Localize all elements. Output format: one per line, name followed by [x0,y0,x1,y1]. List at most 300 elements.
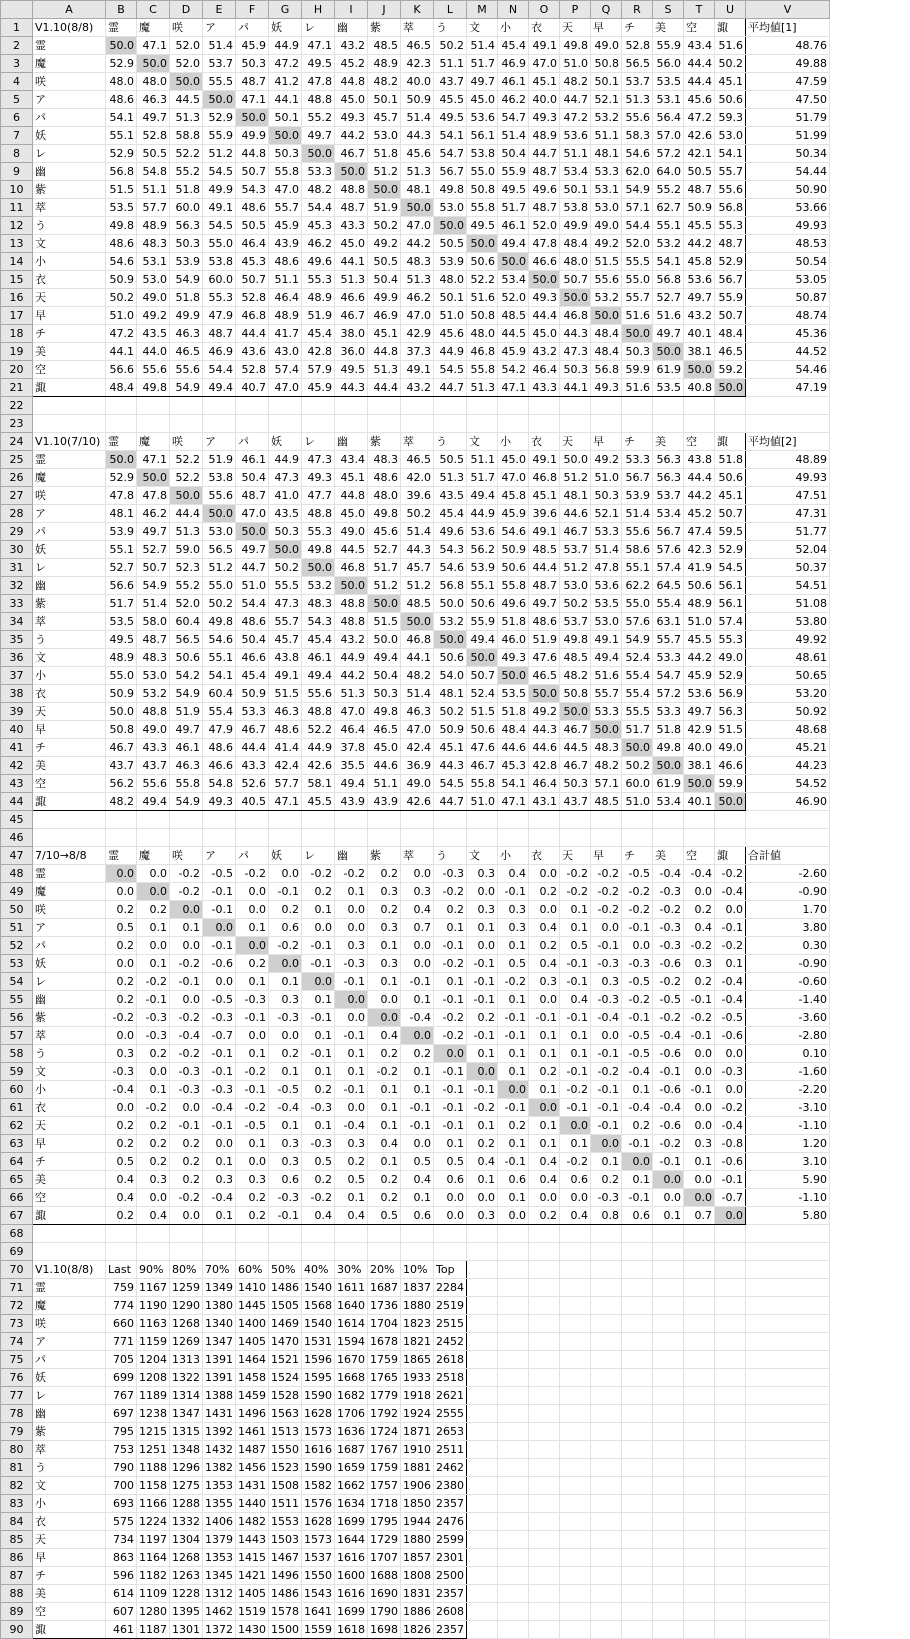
value-cell[interactable]: 63.1 [653,613,684,631]
value-cell[interactable]: 0.0 [434,1189,467,1207]
value-cell[interactable]: 46.5 [170,343,203,361]
value-cell[interactable]: 0.0 [529,1099,560,1117]
value-cell[interactable]: 49.3 [302,469,335,487]
summary-value[interactable]: 53.05 [746,271,830,289]
empty-cell[interactable] [498,1297,529,1315]
value-cell[interactable]: 44.1 [335,253,368,271]
value-cell[interactable]: 52.2 [170,469,203,487]
pct-value-cell[interactable]: 1531 [302,1333,335,1351]
value-cell[interactable]: 55.1 [653,217,684,235]
value-cell[interactable]: 50.6 [467,721,498,739]
empty-cell[interactable] [467,1585,498,1603]
char-row-label[interactable]: 諏 [33,1621,106,1639]
value-cell[interactable]: 59.9 [622,361,653,379]
empty-cell[interactable] [653,1333,684,1351]
value-cell[interactable]: 0.6 [622,1207,653,1225]
value-cell[interactable]: 0.0 [137,1063,170,1081]
value-cell[interactable]: 49.1 [591,631,622,649]
value-cell[interactable]: 48.5 [368,37,401,55]
empty-cell[interactable] [236,829,269,847]
value-cell[interactable]: 53.8 [560,199,591,217]
pct-value-cell[interactable]: 700 [106,1477,137,1495]
value-cell[interactable]: -0.1 [591,1081,622,1099]
char-row-label[interactable]: 美 [33,1585,106,1603]
empty-cell[interactable] [236,1225,269,1243]
value-cell[interactable]: 0.3 [401,883,434,901]
char-row-label[interactable]: 咲 [33,487,106,505]
value-cell[interactable]: 44.5 [498,325,529,343]
summary-value[interactable]: 45.36 [746,325,830,343]
row-header[interactable]: 4 [1,73,33,91]
value-cell[interactable]: 50.0 [368,181,401,199]
value-cell[interactable]: 55.8 [467,775,498,793]
value-cell[interactable]: 50.0 [653,343,684,361]
value-cell[interactable]: 41.2 [269,73,302,91]
char-column-label[interactable]: 小 [498,19,529,37]
empty-cell[interactable] [529,397,560,415]
value-cell[interactable]: 49.3 [591,379,622,397]
char-row-label[interactable]: チ [33,325,106,343]
value-cell[interactable]: 45.9 [498,505,529,523]
value-cell[interactable]: 50.6 [434,649,467,667]
value-cell[interactable]: 48.6 [106,91,137,109]
row-header[interactable]: 27 [1,487,33,505]
value-cell[interactable]: 53.5 [498,685,529,703]
value-cell[interactable]: 0.1 [368,973,401,991]
value-cell[interactable]: -0.6 [653,955,684,973]
pct-value-cell[interactable]: 1578 [269,1603,302,1621]
pct-value-cell[interactable]: 1430 [236,1621,269,1639]
value-cell[interactable]: 48.1 [106,505,137,523]
row-header[interactable]: 58 [1,1045,33,1063]
pct-value-cell[interactable]: 1729 [368,1531,401,1549]
value-cell[interactable]: 42.3 [684,541,715,559]
value-cell[interactable]: 49.5 [498,181,529,199]
value-cell[interactable]: 45.2 [684,505,715,523]
empty-cell[interactable] [137,811,170,829]
row-header[interactable]: 65 [1,1171,33,1189]
value-cell[interactable]: -0.4 [203,1099,236,1117]
pct-column-label[interactable]: 20% [368,1261,401,1279]
empty-cell[interactable] [236,811,269,829]
pct-value-cell[interactable]: 1431 [203,1405,236,1423]
value-cell[interactable]: 0.2 [269,901,302,919]
char-row-label[interactable]: 妖 [33,541,106,559]
value-cell[interactable]: 44.8 [236,145,269,163]
value-cell[interactable]: 54.9 [622,631,653,649]
pct-value-cell[interactable]: 1628 [302,1405,335,1423]
value-cell[interactable]: 56.0 [653,55,684,73]
char-column-label[interactable]: 萃 [401,19,434,37]
pct-value-cell[interactable]: 1568 [302,1297,335,1315]
value-cell[interactable]: -0.1 [203,937,236,955]
empty-cell[interactable] [529,1225,560,1243]
empty-cell[interactable] [591,1369,622,1387]
empty-cell[interactable] [715,1621,746,1639]
empty-cell[interactable] [746,1549,830,1567]
value-cell[interactable]: 0.1 [529,1117,560,1135]
empty-cell[interactable] [591,1531,622,1549]
value-cell[interactable]: 50.2 [203,595,236,613]
value-cell[interactable]: 53.7 [653,487,684,505]
char-column-label[interactable]: 妖 [269,433,302,451]
value-cell[interactable]: 49.8 [560,37,591,55]
value-cell[interactable]: 0.1 [529,1135,560,1153]
value-cell[interactable]: 42.4 [269,757,302,775]
value-cell[interactable]: 47.3 [269,469,302,487]
empty-cell[interactable] [467,1531,498,1549]
value-cell[interactable]: 48.4 [560,235,591,253]
value-cell[interactable]: 51.8 [368,145,401,163]
pct-value-cell[interactable]: 767 [106,1387,137,1405]
value-cell[interactable]: 0.2 [302,883,335,901]
char-column-label[interactable]: 小 [498,847,529,865]
value-cell[interactable]: 54.7 [498,109,529,127]
value-cell[interactable]: 43.6 [236,343,269,361]
value-cell[interactable]: 53.1 [591,181,622,199]
empty-cell[interactable] [653,1549,684,1567]
value-cell[interactable]: 0.2 [401,1045,434,1063]
pct-value-cell[interactable]: 1826 [401,1621,434,1639]
value-cell[interactable]: 50.7 [715,505,746,523]
value-cell[interactable]: 42.9 [401,325,434,343]
empty-cell[interactable] [335,1225,368,1243]
pct-value-cell[interactable]: 1640 [335,1297,368,1315]
value-cell[interactable]: 53.3 [591,703,622,721]
value-cell[interactable]: 46.7 [335,307,368,325]
empty-cell[interactable] [560,1477,591,1495]
value-cell[interactable]: -0.2 [622,901,653,919]
value-cell[interactable]: 54.4 [203,361,236,379]
value-cell[interactable]: 51.3 [434,469,467,487]
value-cell[interactable]: 44.9 [434,343,467,361]
empty-cell[interactable] [622,1441,653,1459]
char-row-label[interactable]: 幽 [33,991,106,1009]
value-cell[interactable]: 54.6 [498,523,529,541]
value-cell[interactable]: 58.6 [622,541,653,559]
empty-cell[interactable] [529,1279,560,1297]
empty-cell[interactable] [560,1585,591,1603]
pct-value-cell[interactable]: 1405 [236,1333,269,1351]
value-cell[interactable]: 46.1 [498,217,529,235]
value-cell[interactable]: 46.3 [401,703,434,721]
empty-cell[interactable] [467,1477,498,1495]
value-cell[interactable]: 53.7 [622,73,653,91]
empty-cell[interactable] [684,1477,715,1495]
value-cell[interactable]: 54.4 [302,199,335,217]
value-cell[interactable]: -0.1 [653,1153,684,1171]
value-cell[interactable]: 49.3 [335,109,368,127]
char-column-label[interactable]: 萃 [401,433,434,451]
pct-value-cell[interactable]: 1628 [302,1513,335,1531]
value-cell[interactable]: 44.3 [401,541,434,559]
value-cell[interactable]: -0.1 [302,955,335,973]
value-cell[interactable]: 43.4 [684,37,715,55]
value-cell[interactable]: 55.6 [622,523,653,541]
value-cell[interactable]: -0.2 [560,883,591,901]
value-cell[interactable]: 44.0 [137,343,170,361]
pct-value-cell[interactable]: 1410 [236,1279,269,1297]
value-cell[interactable]: 50.9 [106,685,137,703]
empty-cell[interactable] [715,1279,746,1297]
value-cell[interactable]: 51.6 [653,307,684,325]
value-cell[interactable]: 55.8 [498,577,529,595]
pct-value-cell[interactable]: 1332 [170,1513,203,1531]
value-cell[interactable]: 50.6 [467,595,498,613]
pct-value-cell[interactable]: 1312 [203,1585,236,1603]
row-header[interactable]: 45 [1,811,33,829]
value-cell[interactable]: -0.1 [591,1117,622,1135]
empty-cell[interactable] [653,1351,684,1369]
value-cell[interactable]: 50.0 [715,379,746,397]
row-header[interactable]: 3 [1,55,33,73]
empty-cell[interactable] [33,1225,106,1243]
summary-value[interactable]: -0.60 [746,973,830,991]
value-cell[interactable]: 43.5 [434,487,467,505]
value-cell[interactable]: 54.1 [203,667,236,685]
value-cell[interactable]: 54.4 [236,595,269,613]
pct-value-cell[interactable]: 1521 [269,1351,302,1369]
value-cell[interactable]: 55.8 [467,361,498,379]
value-cell[interactable]: 0.1 [467,919,498,937]
value-cell[interactable]: 0.0 [591,1135,622,1153]
value-cell[interactable]: 56.7 [653,523,684,541]
value-cell[interactable]: 49.7 [684,289,715,307]
pct-value-cell[interactable]: 790 [106,1459,137,1477]
empty-cell[interactable] [684,1549,715,1567]
empty-cell[interactable] [335,811,368,829]
pct-column-label[interactable]: Last [106,1261,137,1279]
value-cell[interactable]: 51.1 [467,451,498,469]
value-cell[interactable]: 45.9 [498,343,529,361]
value-cell[interactable]: 44.4 [236,739,269,757]
pct-value-cell[interactable]: 1596 [302,1351,335,1369]
value-cell[interactable]: 49.8 [560,631,591,649]
value-cell[interactable]: 46.8 [560,307,591,325]
summary-value[interactable]: 52.04 [746,541,830,559]
value-cell[interactable]: 53.0 [137,271,170,289]
value-cell[interactable]: -0.7 [715,1189,746,1207]
summary-value[interactable]: 45.21 [746,739,830,757]
value-cell[interactable]: 0.2 [106,937,137,955]
value-cell[interactable]: 48.7 [137,631,170,649]
pct-value-cell[interactable]: 1347 [203,1333,236,1351]
empty-cell[interactable] [715,1315,746,1333]
value-cell[interactable]: 44.1 [401,649,434,667]
pct-value-cell[interactable]: 2515 [434,1315,467,1333]
value-cell[interactable]: 0.1 [302,991,335,1009]
value-cell[interactable]: 51.4 [401,523,434,541]
value-cell[interactable]: -0.1 [236,1009,269,1027]
value-cell[interactable]: 49.4 [203,379,236,397]
value-cell[interactable]: 49.1 [529,451,560,469]
value-cell[interactable]: 53.0 [434,199,467,217]
value-cell[interactable]: 0.1 [560,1027,591,1045]
value-cell[interactable]: 0.0 [170,1207,203,1225]
value-cell[interactable]: -0.2 [434,1027,467,1045]
empty-cell[interactable] [622,1459,653,1477]
value-cell[interactable]: 49.2 [591,451,622,469]
pct-value-cell[interactable]: 1486 [269,1279,302,1297]
char-column-label[interactable]: チ [622,847,653,865]
char-row-label[interactable]: う [33,217,106,235]
empty-cell[interactable] [746,1495,830,1513]
value-cell[interactable]: 0.6 [269,1171,302,1189]
empty-cell[interactable] [106,1225,137,1243]
value-cell[interactable]: 52.0 [529,217,560,235]
pct-value-cell[interactable]: 1662 [335,1477,368,1495]
value-cell[interactable]: 48.2 [591,757,622,775]
value-cell[interactable]: 45.7 [401,559,434,577]
column-header-E[interactable]: E [203,1,236,19]
empty-cell[interactable] [302,1243,335,1261]
value-cell[interactable]: 45.9 [269,217,302,235]
value-cell[interactable]: 49.9 [170,307,203,325]
value-cell[interactable]: 51.1 [368,775,401,793]
value-cell[interactable]: -0.2 [653,901,684,919]
value-cell[interactable]: 49.7 [467,73,498,91]
value-cell[interactable]: 0.5 [302,1153,335,1171]
value-cell[interactable]: 49.7 [170,721,203,739]
value-cell[interactable]: 53.9 [170,253,203,271]
value-cell[interactable]: -0.1 [653,1063,684,1081]
value-cell[interactable]: 0.0 [106,883,137,901]
pct-value-cell[interactable]: 1353 [203,1477,236,1495]
value-cell[interactable]: 0.4 [529,1171,560,1189]
value-cell[interactable]: -0.2 [170,1189,203,1207]
value-cell[interactable]: 0.3 [684,1135,715,1153]
value-cell[interactable]: 0.2 [467,1135,498,1153]
row-header[interactable]: 62 [1,1117,33,1135]
row-header[interactable]: 71 [1,1279,33,1297]
value-cell[interactable]: 0.0 [203,919,236,937]
value-cell[interactable]: 50.0 [106,451,137,469]
value-cell[interactable]: 43.3 [335,217,368,235]
value-cell[interactable]: 53.7 [560,613,591,631]
pct-value-cell[interactable]: 1380 [203,1297,236,1315]
empty-cell[interactable] [653,1423,684,1441]
row-header[interactable]: 32 [1,577,33,595]
pct-value-cell[interactable]: 699 [106,1369,137,1387]
row-header[interactable]: 8 [1,145,33,163]
value-cell[interactable]: 43.4 [335,451,368,469]
empty-cell[interactable] [591,1243,622,1261]
value-cell[interactable]: -0.3 [653,883,684,901]
pct-value-cell[interactable]: 1508 [269,1477,302,1495]
value-cell[interactable]: -0.6 [715,1153,746,1171]
char-column-label[interactable]: 衣 [529,19,560,37]
value-cell[interactable]: 51.2 [203,559,236,577]
value-cell[interactable]: 0.0 [137,883,170,901]
pct-value-cell[interactable]: 1616 [335,1585,368,1603]
value-cell[interactable]: 0.4 [106,1171,137,1189]
empty-cell[interactable] [746,1315,830,1333]
value-cell[interactable]: 0.0 [106,1099,137,1117]
pct-value-cell[interactable]: 1906 [401,1477,434,1495]
value-cell[interactable]: 44.2 [684,487,715,505]
value-cell[interactable]: 46.9 [203,343,236,361]
value-cell[interactable]: 51.6 [622,379,653,397]
empty-cell[interactable] [684,1261,715,1279]
value-cell[interactable]: 0.0 [401,1135,434,1153]
column-header-Q[interactable]: Q [591,1,622,19]
value-cell[interactable]: 0.0 [684,1171,715,1189]
value-cell[interactable]: 51.9 [368,199,401,217]
value-cell[interactable]: -0.2 [302,865,335,883]
empty-cell[interactable] [622,1423,653,1441]
row-header[interactable]: 31 [1,559,33,577]
value-cell[interactable]: -0.4 [653,1099,684,1117]
value-cell[interactable]: 48.0 [137,73,170,91]
empty-cell[interactable] [684,1585,715,1603]
value-cell[interactable]: 0.2 [137,1153,170,1171]
empty-cell[interactable] [368,1225,401,1243]
empty-cell[interactable] [684,1243,715,1261]
value-cell[interactable]: 53.3 [653,703,684,721]
value-cell[interactable]: -0.7 [203,1027,236,1045]
value-cell[interactable]: 58.3 [622,127,653,145]
empty-cell[interactable] [591,1549,622,1567]
pct-value-cell[interactable]: 1215 [137,1423,170,1441]
summary-value[interactable]: 48.68 [746,721,830,739]
value-cell[interactable]: -0.4 [715,991,746,1009]
value-cell[interactable]: 47.1 [137,37,170,55]
value-cell[interactable]: -0.6 [653,1045,684,1063]
pct-value-cell[interactable]: 1707 [368,1549,401,1567]
empty-cell[interactable] [746,1477,830,1495]
empty-cell[interactable] [529,1603,560,1621]
value-cell[interactable]: 50.0 [368,631,401,649]
value-cell[interactable]: 47.9 [203,721,236,739]
empty-cell[interactable] [591,1351,622,1369]
value-cell[interactable]: 0.6 [434,1171,467,1189]
char-row-label[interactable]: 小 [33,667,106,685]
empty-cell[interactable] [560,1315,591,1333]
value-cell[interactable]: 50.8 [560,685,591,703]
empty-cell[interactable] [560,811,591,829]
pct-value-cell[interactable]: 1348 [170,1441,203,1459]
value-cell[interactable]: 0.1 [467,1045,498,1063]
pct-value-cell[interactable]: 1881 [401,1459,434,1477]
value-cell[interactable]: 55.6 [622,109,653,127]
pct-value-cell[interactable]: 2621 [434,1387,467,1405]
value-cell[interactable]: 61.9 [653,775,684,793]
empty-cell[interactable] [498,1441,529,1459]
summary-value[interactable]: -0.90 [746,955,830,973]
value-cell[interactable]: 57.4 [653,559,684,577]
char-row-label[interactable]: 天 [33,1117,106,1135]
value-cell[interactable]: 51.0 [106,307,137,325]
value-cell[interactable]: 57.2 [653,685,684,703]
value-cell[interactable]: 52.8 [236,361,269,379]
value-cell[interactable]: 51.2 [203,145,236,163]
value-cell[interactable]: -0.1 [335,1027,368,1045]
pct-value-cell[interactable]: 1395 [170,1603,203,1621]
value-cell[interactable]: 48.3 [137,235,170,253]
value-cell[interactable]: 46.7 [467,757,498,775]
char-column-label[interactable]: 咲 [170,19,203,37]
empty-cell[interactable] [653,829,684,847]
value-cell[interactable]: -0.1 [467,1027,498,1045]
value-cell[interactable]: 0.0 [368,991,401,1009]
empty-cell[interactable] [591,1441,622,1459]
empty-cell[interactable] [622,1225,653,1243]
value-cell[interactable]: -0.2 [560,1153,591,1171]
summary-value[interactable]: 3.80 [746,919,830,937]
pct-column-label[interactable]: 70% [203,1261,236,1279]
char-column-label[interactable]: 妖 [269,19,302,37]
pct-value-cell[interactable]: 1767 [368,1441,401,1459]
